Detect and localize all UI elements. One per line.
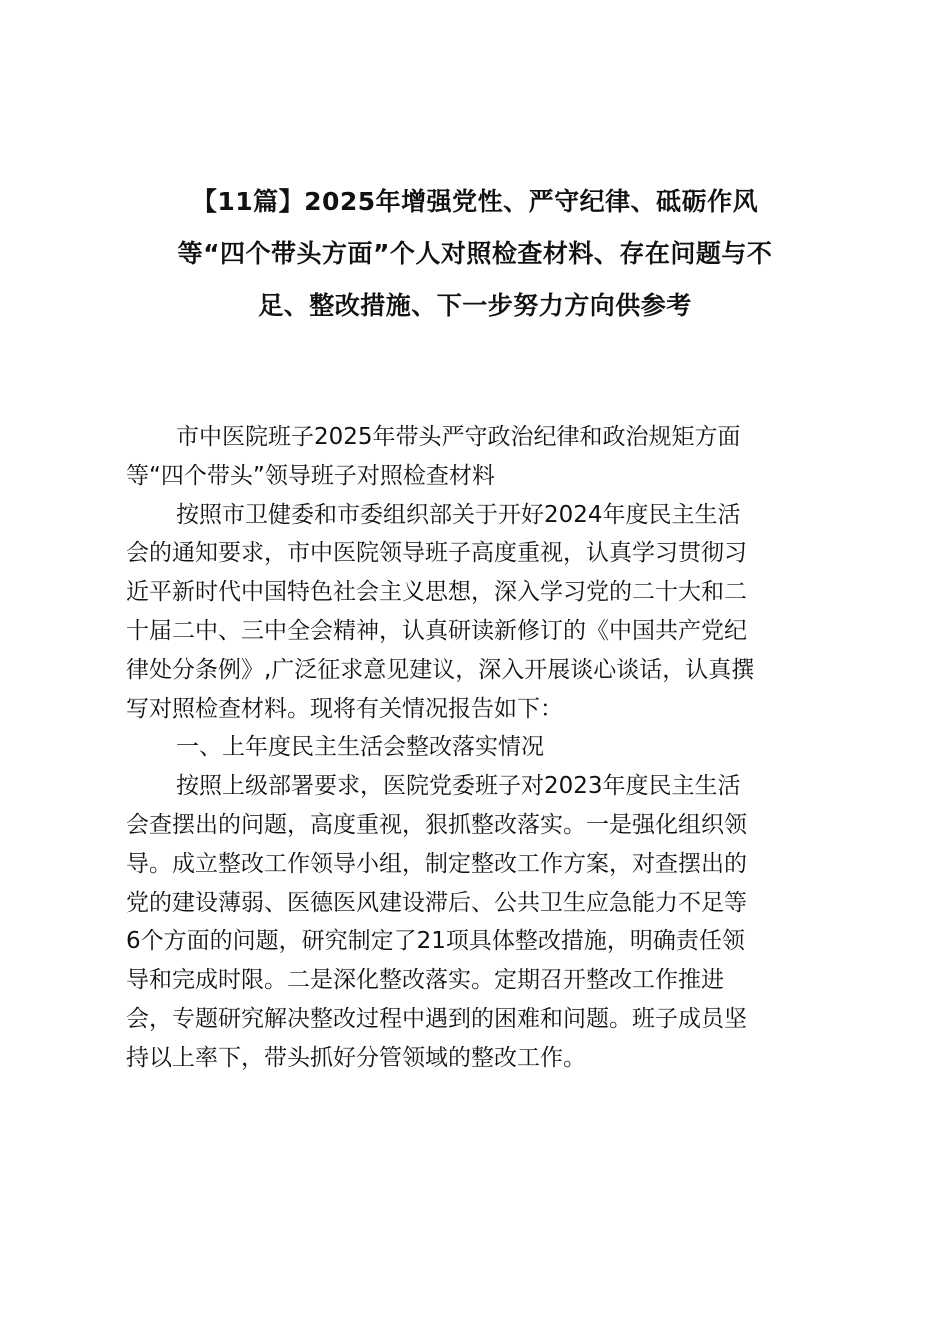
title-line: 等“四个带头方面”个人对照检查材料、存在问题与不	[177, 239, 773, 268]
paragraph-line: 持以上率下，带头抓好分管领域的整改工作。	[126, 1044, 586, 1071]
subtitle-line: 市中医院班子2025年带头严守政治纪律和政治规矩方面	[176, 424, 741, 450]
subtitle-line: 等“四个带头”领导班子对照检查材料	[126, 462, 495, 489]
paragraph-line: 近平新时代中国特色社会主义思想，深入学习党的二十大和二	[126, 579, 747, 606]
paragraph-line: 会查摆出的问题，高度重视，狠抓整改落实。一是强化组织领	[126, 811, 747, 838]
document-body	[126, 418, 836, 1078]
paragraph-line: 按照上级部署要求，医院党委班子对2023年度民主生活	[176, 773, 741, 800]
paragraph-line: 会的通知要求，市中医院领导班子高度重视，认真学习贯彻习	[126, 540, 747, 567]
title-line: 【11篇】2025年增强党性、严守纪律、砥砺作风	[191, 187, 759, 216]
paragraph-line: 写对照检查材料。现将有关情况报告如下：	[126, 695, 563, 722]
paragraph-line: 导。成立整改工作领导小组，制定整改工作方案，对查摆出的	[126, 850, 747, 877]
paragraph-line: 律处分条例》,广泛征求意见建议，深入开展谈心谈话，认真撰	[126, 656, 755, 683]
section-heading: 一、上年度民主生活会整改落实情况	[176, 734, 544, 761]
title-line: 足、整改措施、下一步努力方向供参考	[258, 291, 692, 320]
paragraph-line: 按照市卫健委和市委组织部关于开好2024年度民主生活	[176, 501, 741, 528]
paragraph-line: 会，专题研究解决整改过程中遇到的困难和问题。班子成员坚	[126, 1005, 747, 1032]
paragraph-line: 导和完成时限。二是深化整改落实。定期召开整改工作推进	[126, 967, 724, 994]
paragraph-line: 党的建设薄弱、医德医风建设滞后、公共卫生应急能力不足等	[126, 889, 747, 916]
document-title	[125, 176, 825, 332]
paragraph-line: 6个方面的问题，研究制定了21项具体整改措施，明确责任领	[126, 928, 745, 955]
paragraph-line: 十届二中、三中全会精神，认真研读新修订的《中国共产党纪	[126, 617, 747, 644]
